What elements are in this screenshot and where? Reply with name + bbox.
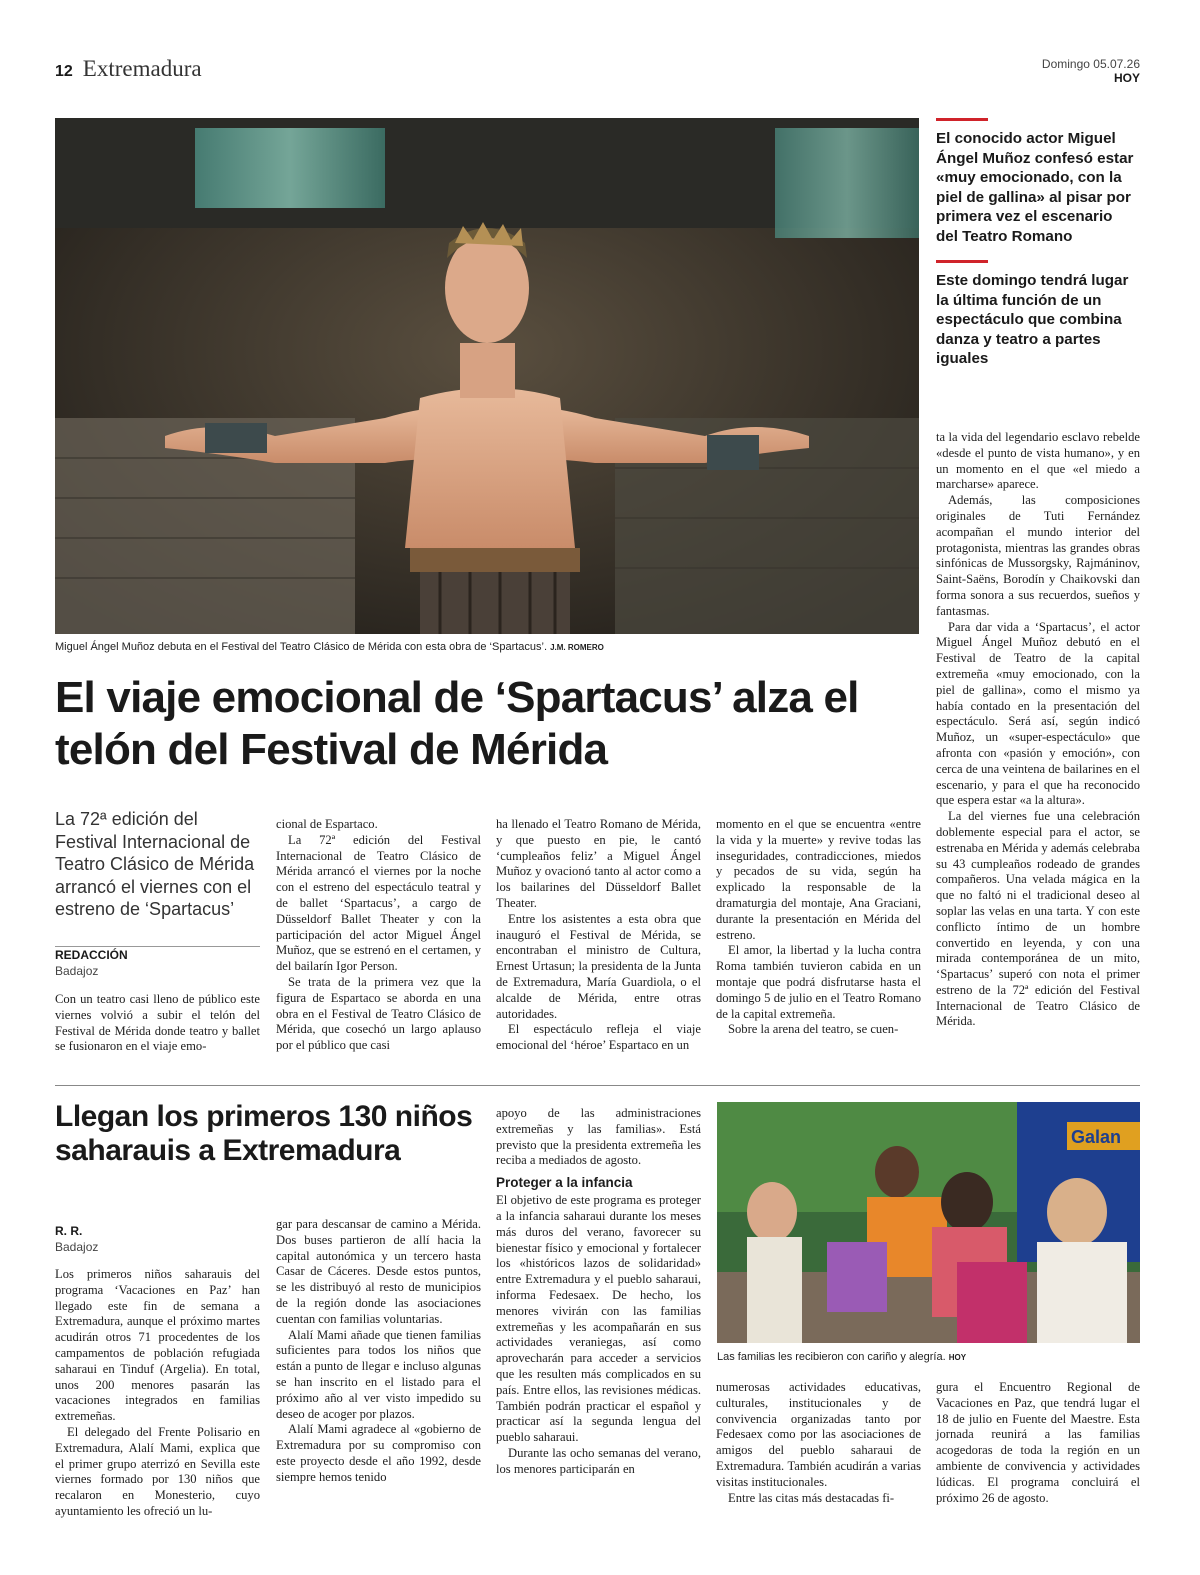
- paragraph: El objetivo de este programa es proteger a la infancia saharaui durante los meses más duros del verano, favorecer su bienestar físico y emocional y fortalecer los «históricos lazos de solidaridad» entre Extremadura y el pueblo saharaui, informa Fedesaex. De hecho, los menores vivirán con las familias extremeñas y les acompañarán en sus actividades veraniegas, así como aprovecharán para acceder a servicios que les resulten más complicados en su país. Entre ellos, las revisiones médicas. También podrán practicar el español y practicar así la segunda lengua del pueblo saharaui.: [496, 1193, 701, 1445]
- article2-column-2: [276, 1217, 481, 1486]
- photo-caption: [55, 641, 604, 653]
- issue-date: Domingo 05.07.26: [1041, 57, 1140, 71]
- highlight-1: El conocido actor Miguel Ángel Muñoz confesó estar «muy emocionado, con la piel de gallina» al pisar por primera vez el escenario del Teatro Romano: [936, 130, 1134, 245]
- photo-credit: HOY: [948, 1353, 967, 1362]
- article-column-1: [55, 992, 260, 1055]
- subheading: Proteger a la infancia: [496, 1175, 633, 1191]
- highlight-rule: [936, 260, 988, 263]
- paragraph: El delegado del Frente Polisario en Extremadura, Alalí Mami, explica que el primer grupo aterrizó en Sevilla este viernes formado por 130 niños que recalaron en Monesterio, cuyo ayuntamiento les ofreció un lu-: [55, 1424, 260, 1518]
- secondary-headline: Llegan los primeros 130 niños saharauis a Extremadura: [55, 1100, 473, 1167]
- newspaper-name: HOY: [1113, 71, 1140, 85]
- paragraph: La del viernes fue una celebración doblemente especial para el actor, se estrenaba en Mérida y además celebraba su 43 cumpleaños rodeado de grandes compañeros. Una velada mágica en la que no faltó ni el tradicional deseo al soplar las velas en una tarta. Y con este conflicto íntimo de un hombre convertido en leyenda, y con una mirada contemporánea de un mito, ‘Spartacus’ superó con nota el primer estreno de la 72ª edición del Festival Internacional de Teatro Clásico de Mérida.: [936, 809, 1140, 1029]
- paragraph: Durante las ocho semanas del verano, los menores participarán en: [496, 1445, 701, 1476]
- paragraph: Sobre la arena del teatro, se cuen-: [728, 1022, 899, 1037]
- paragraph: ta la vida del legendario esclavo rebelde «desde el punto de vista humano», y en un momento en el que «el miedo a marcharse» aparece.: [936, 430, 1140, 492]
- highlight-2: Este domingo tendrá lugar la última función de un espectáculo que combina danza y teatro a partes iguales: [936, 272, 1129, 367]
- paragraph: momento en el que se encuentra «entre la vida y la muerte» y revive todas las inseguridades, contradicciones, miedos y pecados de su vida, según ha explicado la responsable de la dramaturgia del montaje, Ana Graciani, durante la presentación en Mérida del estreno.: [716, 817, 921, 942]
- paragraph: gar para descansar de camino a Mérida. Dos buses partieron de allí hacia la capital autonómica y un tercero hasta Casar de Cáceres. Desde estos puntos, se les distribuyó al resto de municipios de la región donde las asociaciones cuentan con familias voluntarias.: [276, 1217, 481, 1326]
- paragraph: Se trata de la primera vez que la figura de Espartaco se aborda en una obra en el Festival de Teatro Clásico de Mérida, que cosechó un largo aplauso por el público que casi: [276, 974, 481, 1053]
- paragraph: ha llenado el Teatro Romano de Mérida, y que puesto en pie, le cantó ‘cumpleaños feliz’ a Miguel Ángel Muñoz y ovacionó tanto al actor como a los bailarines del Düsseldorf Ballet Theater.: [496, 817, 701, 910]
- paragraph: Entre los asistentes a esta obra que inauguró el Festival de Mérida, se encontraban el ministro de Cultura, Ernest Urtasun; la presidenta de la Junta de Extremadura, María Guardiola, o el alcalde de Mérida, entre otras autoridades.: [496, 911, 701, 1021]
- article-deck: La 72ª edición del Festival Internacional de Teatro Clásico de Mérida arrancó el viernes con el estreno de ‘Spartacus’: [55, 809, 255, 919]
- paragraph: Para dar vida a ‘Spartacus’, el actor Miguel Ángel Muñoz debutó en el Festival de Teatro de la capital extremeña «muy emocionado, con la piel de gallina», como el mismo ya había contado en la presentación del espectáculo. Será así, según indicó Muñoz, un «super-espectáculo» que afronta con «pasión y emoción», con cerca de una veintena de bailarines en el escenario, y para el que ha reconocido que espera estar «a la altura».: [936, 619, 1140, 808]
- paragraph: Alalí Mami agradece al «gobierno de Extremadura por su compromiso con este proyecto desde el año 1992, desde siempre hemos tenido: [276, 1422, 481, 1484]
- main-headline: El viaje emocional de ‘Spartacus’ alza el telón del Festival de Mérida: [55, 673, 859, 774]
- paragraph: cional de Espartaco.: [276, 817, 378, 831]
- article2-column-5: [936, 1380, 1140, 1506]
- paragraph: El amor, la libertad y la lucha contra Roma también tuvieron cabida en un montaje que podrá disfrutarse hasta el domingo 5 de julio en el Teatro Romano de la capital extremeña.: [716, 943, 921, 1021]
- paragraph: apoyo de las administraciones extremeñas y las familias». Está previsto que la presidenta extremeña les reciba a mediados de agosto.: [496, 1106, 701, 1168]
- paragraph: Alalí Mami añade que tienen familias suficientes para todos los niños que están a punto de llegar e incluso algunas se han inscrito en el listado para el próximo año al ver visto impedido su deseo de acoger por plazos.: [276, 1327, 481, 1421]
- paragraph: Entre las citas más destacadas fi-: [728, 1490, 895, 1505]
- article-column-5: [936, 430, 1140, 1030]
- highlights: [936, 118, 1136, 383]
- byline: R. R.: [55, 1224, 83, 1238]
- families-photo: [717, 1102, 1140, 1343]
- article2-column-1: [55, 1267, 260, 1520]
- spartacus-photo: [55, 118, 919, 634]
- article-column-4: [716, 817, 921, 1038]
- paragraph: numerosas actividades educativas, culturales, institucionales y de convivencia organizadas tanto por Fedesaex como por las asociaciones de amigos del pueblo saharaui de Extremadura. También acudirán a varias visitas institucionales.: [716, 1380, 921, 1489]
- paragraph: Además, las composiciones originales de Tuti Fernández acompañan el mundo interior del protagonista, mientras las grandes obras sinfónicas de Mussorgsky, Rajmáninov, Saint-Saëns, Borodín y Chaikovski dan forma sonora a sus recuerdos, sueños y fantasmas.: [936, 493, 1140, 618]
- dateline-location: Badajoz: [55, 1240, 99, 1254]
- page-number: 12: [55, 63, 73, 80]
- edition-info: [1042, 57, 1140, 85]
- photo2-caption: [717, 1351, 966, 1363]
- article2-column-3: [496, 1106, 701, 1478]
- article-column-3: [496, 817, 701, 1054]
- dateline-location: Badajoz: [55, 964, 99, 978]
- paragraph: Los primeros niños saharauis del programa ‘Vacaciones en Paz’ han llegado este fin de semana a Extremadura, aunque el próximo martes acudirán otros 71 procedentes de los campamentos de población refugiada saharaui en Tinduf (Argelia). En total, unos 200 menores pasarán las vacaciones integrados en familias extremeñas.: [55, 1267, 260, 1424]
- photo-credit: J.M. ROMERO: [550, 643, 604, 652]
- paragraph: gura el Encuentro Regional de Vacaciones en Paz, que tendrá lugar el 18 de julio en Fuente del Maestre. Esta jornada reunirá a las familias acogedoras de toda la región en un ambiente de convivencia y actividades lúdicas. El programa concluirá el próximo 26 de agosto.: [936, 1380, 1140, 1505]
- byline-rule: [55, 946, 260, 947]
- section-title: Extremadura: [82, 56, 202, 81]
- byline: REDACCIÓN: [55, 948, 128, 962]
- page-header: [55, 56, 202, 82]
- bus-sign: Galan: [1071, 1127, 1122, 1147]
- paragraph: Con un teatro casi lleno de público este viernes volvió a subir el telón del Festival de Mérida donde teatro y ballet se fusionaron en el viaje emo-: [55, 992, 260, 1054]
- article-column-2: [276, 817, 481, 1054]
- highlight-rule: [936, 118, 988, 121]
- paragraph: La 72ª edición del Festival Internacional de Teatro Clásico de Mérida arrancó el viernes por la noche con el estreno del espectáculo teatral y de ballet ‘Spartacus’, a cargo de Düsseldorf Ballet Theater y con la participación del actor Miguel Ángel Muñoz, que se estrenó en el certamen, y del bailarín Igor Person.: [276, 832, 481, 974]
- paragraph: El espectáculo refleja el viaje emocional del ‘héroe’ Espartaco en un: [496, 1022, 701, 1053]
- caption-text: Miguel Ángel Muñoz debuta en el Festival del Teatro Clásico de Mérida con esta obra de ‘Spartacus’.: [55, 641, 548, 653]
- section-divider: [55, 1085, 1140, 1086]
- caption-text: Las familias les recibieron con cariño y alegría.: [717, 1351, 946, 1363]
- article2-column-4: [716, 1380, 921, 1506]
